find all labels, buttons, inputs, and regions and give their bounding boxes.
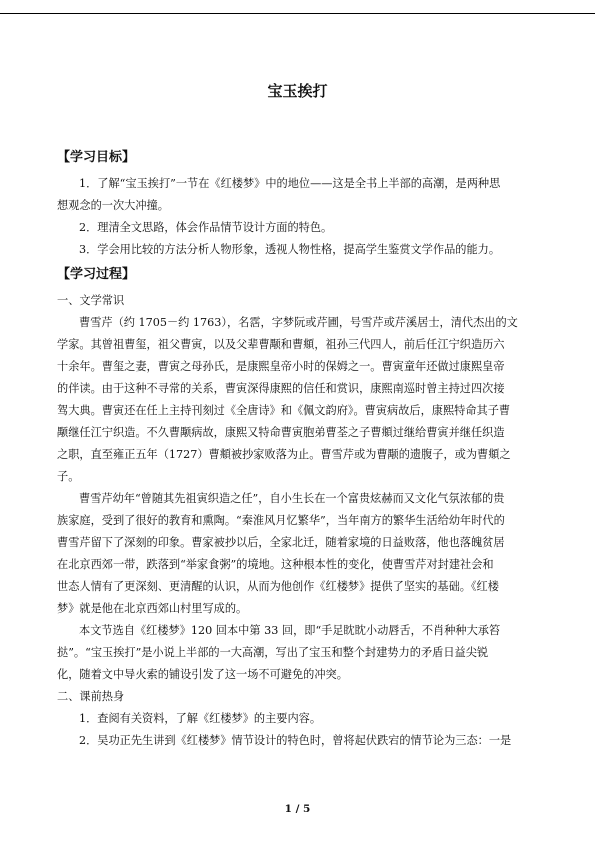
text-line: 1．查阅有关资料，了解《红楼梦》的主要内容。	[79, 712, 322, 725]
page-number: 1 / 5	[284, 803, 311, 815]
text-line: 在北京西郊一带，跌落到“举家食粥”的境地。这种根本性的变化，使曹雪芹对封建社会和	[57, 558, 494, 571]
section-heading-process: 【学习过程】	[57, 267, 136, 282]
text-line: 世态人情有了更深刻、更清醒的认识，从而为他创作《红楼梦》提供了坚实的基础。《红楼	[57, 580, 499, 593]
text-line: 子。	[57, 470, 80, 483]
text-line: 化，随着文中导火索的铺设引发了这一场不可避免的冲突。	[57, 668, 348, 681]
text-line: 本文节选自《红楼梦》120 回本中第 33 回，即“手足眈眈小动唇舌，不肖种种大承笞	[79, 624, 501, 637]
text-line: 曹雪芹留下了深刻的印象。曹家被抄以后，全家北迁，随着家境的日益败落，他也落魄贫居	[57, 536, 505, 549]
text-line: 2．吴功正先生讲到《红楼梦》情节设计的特色时，曾将起伏跌宕的情节论为三态：一是	[79, 734, 512, 747]
page-title: 宝玉挨打	[267, 82, 328, 100]
text-line: 十余年。曹玺之妻，曹寅之母孙氏，是康熙皇帝小时的保姆之一。曹寅童年还做过康熙皇帝	[57, 360, 505, 373]
text-line: 颙继任江宁织造。不久曹颙病故，康熙又特命曹寅胞弟曹荃之子曹頫过继给曹寅并继任织造	[57, 426, 505, 439]
text-line: 挞”。“宝玉挨打”是小说上半部的一大高潮，写出了宝玉和整个封建势力的矛盾日益尖锐	[57, 646, 489, 659]
header-rule	[0, 13, 595, 14]
text-line: 曹雪芹幼年“曾随其先祖寅织造之任”，自小生长在一个富贵炫赫而又文化气氛浓郁的贵	[79, 492, 505, 505]
text-line: 想观念的一次大冲撞。	[57, 199, 169, 212]
section-heading-goals: 【学习目标】	[57, 150, 136, 165]
text-line: 梦》就是他在北京西郊山村里写成的。	[57, 602, 248, 615]
text-line: 驾大典。曹寅还在任上主持刊刻过《全唐诗》和《佩文韵府》。曹寅病故后，康熙特命其子曹	[57, 404, 511, 417]
text-line: 学家。其曾祖曹玺，祖父曹寅，以及父辈曹颙和曹頫，祖孙三代四人，前后任江宁织造历六	[57, 338, 505, 351]
text-line: 之职，直至雍正五年（1727）曹頫被抄家败落为止。曹雪芹或为曹颙的遗腹子，或为曹頫之	[57, 448, 511, 461]
text-line: 的伴读。由于这种不寻常的关系，曹寅深得康熙的信任和赏识，康熙南巡时曾主持过四次接	[57, 382, 505, 395]
text-line: 族家庭，受到了很好的教育和熏陶。“秦淮风月忆繁华”，当年南方的繁华生活给幼年时代的	[57, 514, 505, 527]
text-line: 3．学会用比较的方法分析人物形象，透视人物性格，提高学生鉴赏文学作品的能力。	[79, 243, 501, 256]
text-line: 曹雪芹（约 1705－约 1763），名霑，字梦阮或芹圃，号雪芹或芹溪居士，清代杰出的文	[79, 316, 518, 329]
text-line: 1．了解“宝玉挨打”一节在《红楼梦》中的地位——这是全书上半部的高潮，是两种思	[79, 177, 501, 190]
text-line: 一、文学常识	[57, 294, 125, 307]
text-line: 二、课前热身	[57, 690, 125, 703]
text-line: 2．理清全文思路，体会作品情节设计方面的特色。	[79, 221, 333, 234]
